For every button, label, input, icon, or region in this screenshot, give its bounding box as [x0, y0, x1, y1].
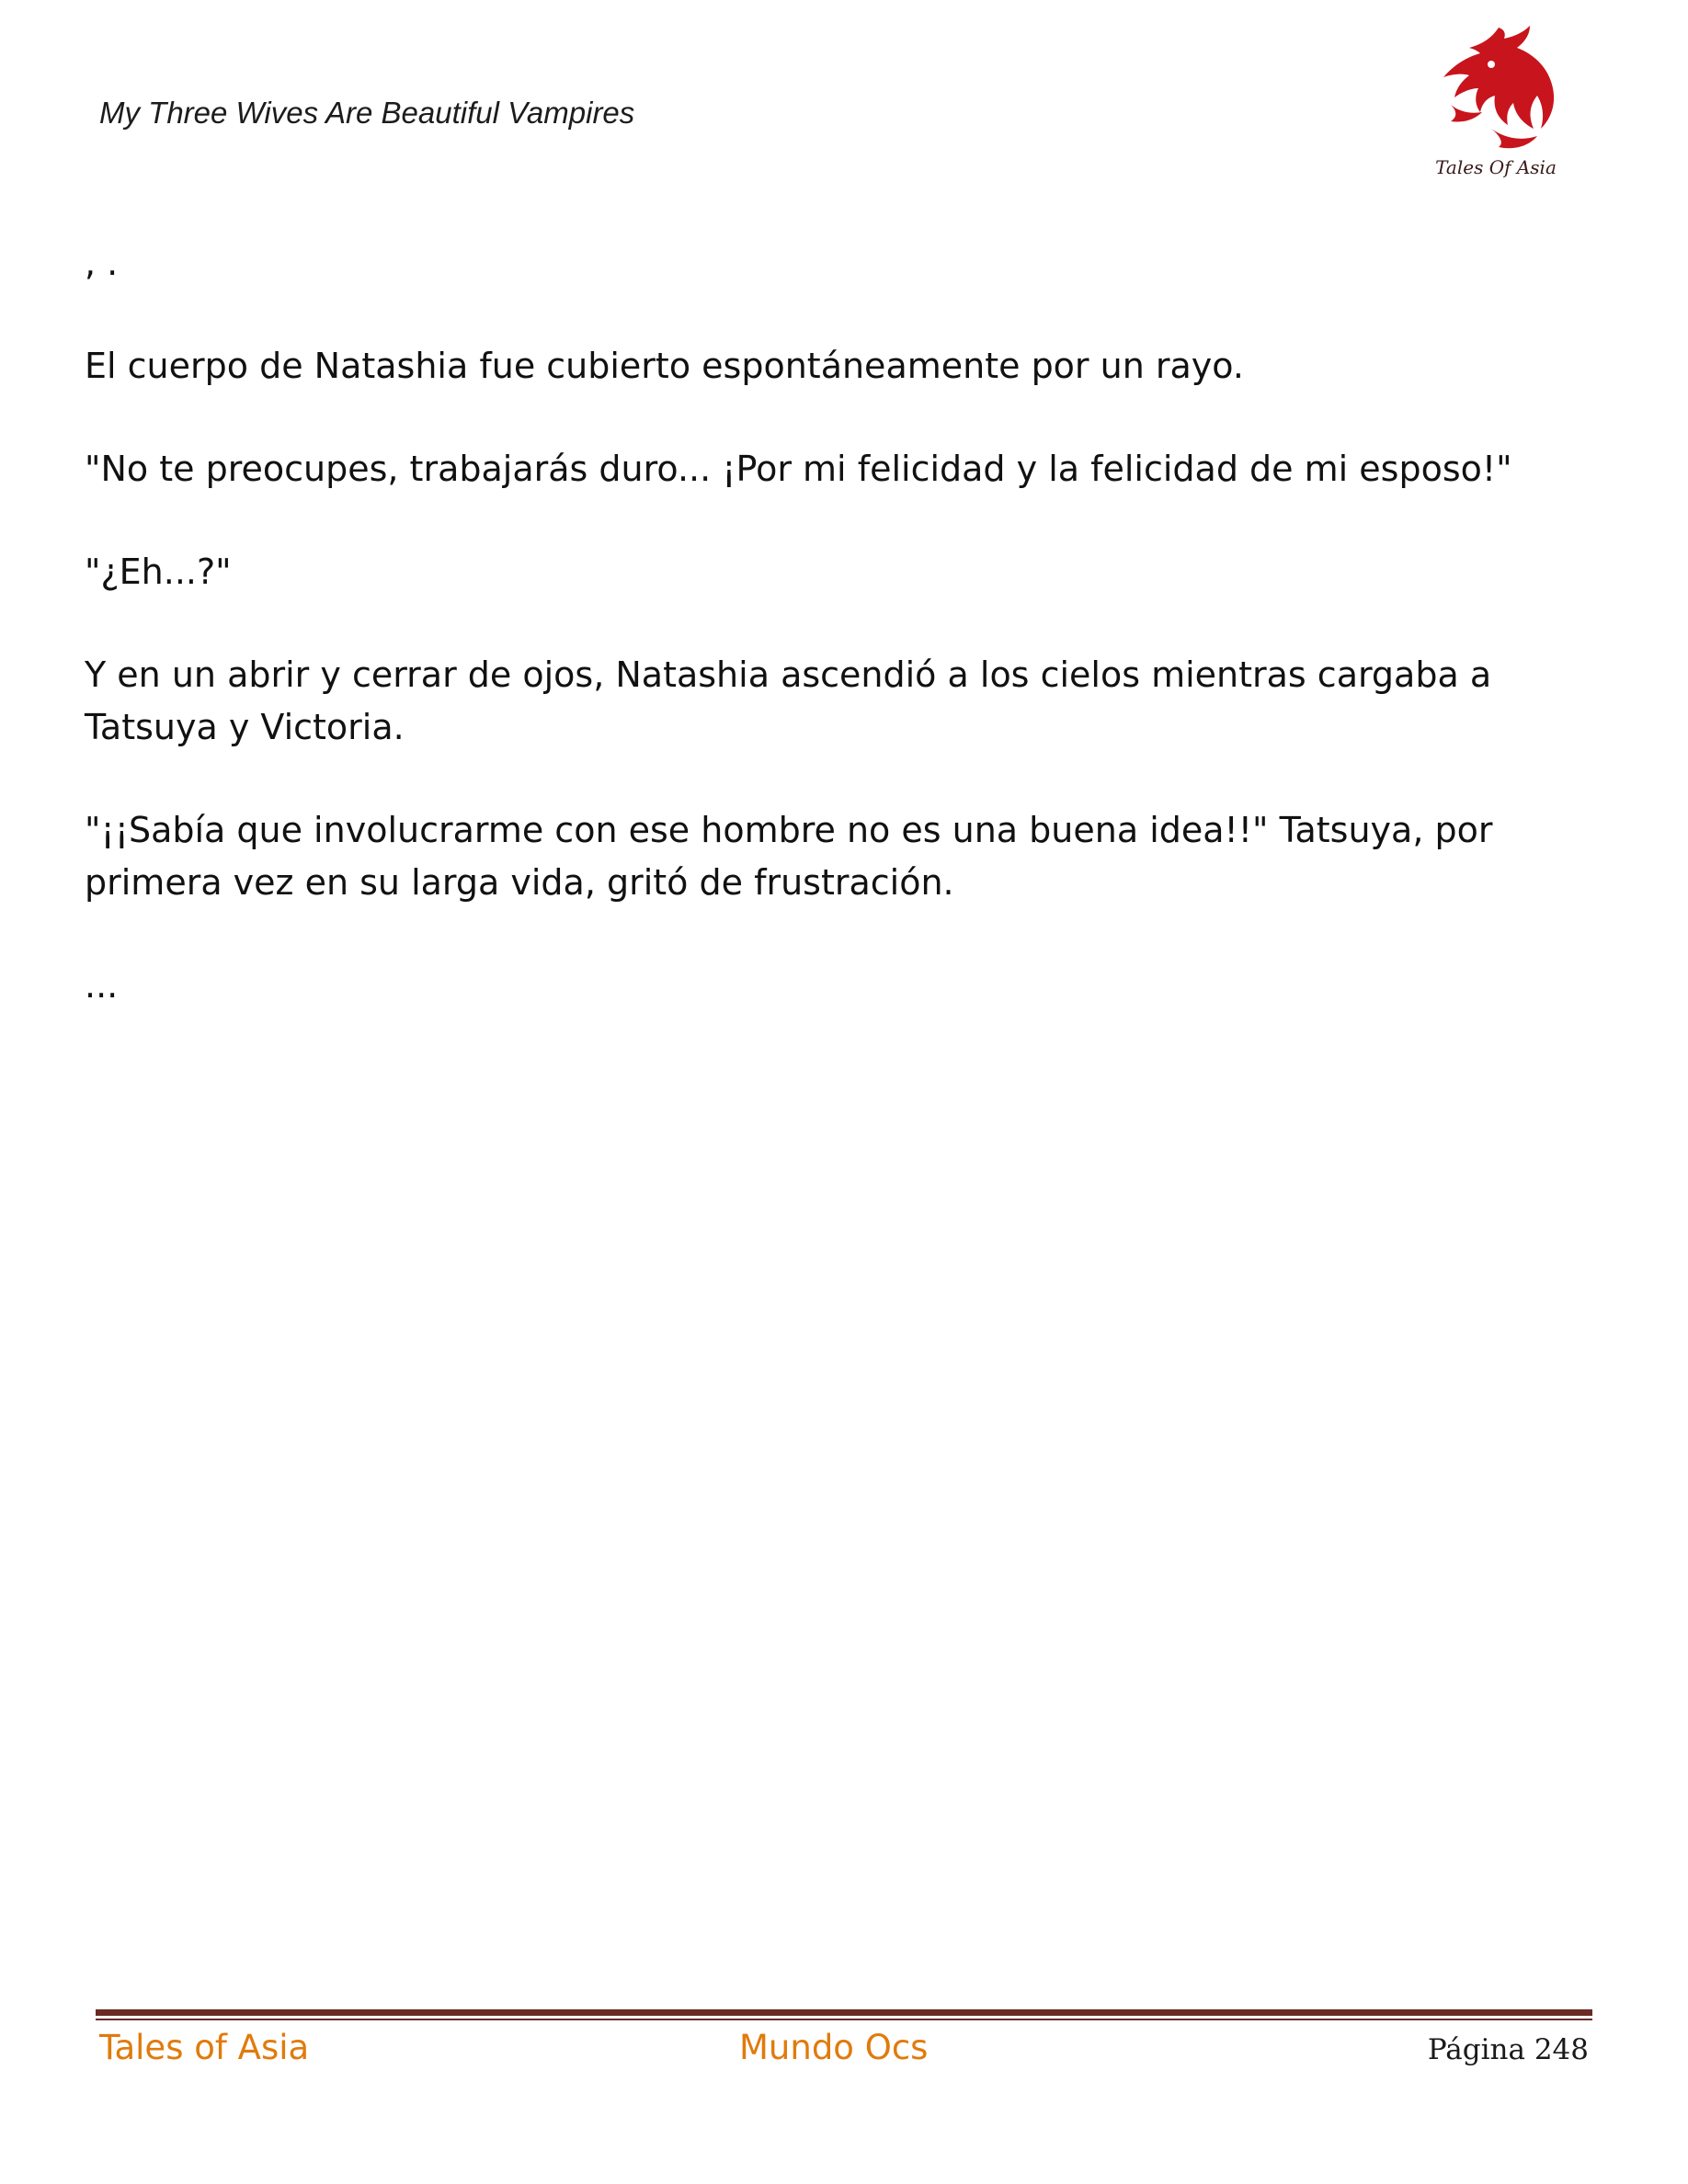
paragraph: "¿Eh...?" [85, 552, 232, 592]
page-number: Página 248 [1427, 2033, 1589, 2066]
paragraph: El cuerpo de Natashia fue cubierto espontáneamente por un rayo. [85, 346, 1244, 386]
chapter-text [85, 237, 1611, 1063]
footer-site-name: Tales of Asia [99, 2028, 310, 2067]
paragraph: "No te preocupes, trabajarás duro... ¡Por mi felicidad y la felicidad de mi esposo!" [85, 449, 1512, 489]
footer-section-name: Mundo Ocs [739, 2028, 929, 2067]
paragraph: , . [85, 243, 119, 283]
paragraph: ... [85, 965, 119, 1006]
logo-text: Tales Of Asia [1435, 156, 1557, 178]
header-title: My Three Wives Are Beautiful Vampires [99, 96, 635, 130]
tales-of-asia-logo [1427, 20, 1565, 186]
paragraph: "¡¡Sabía que involucrarme con ese hombre no es una buena idea!!" Tatsuya, por primera vez en su larga vida, gritó de frustración. [85, 810, 1493, 903]
paragraph: Y en un abrir y cerrar de ojos, Natashia ascendió a los cielos mientras cargaba a Tatsuya y Victoria. [85, 654, 1492, 747]
dragon-icon [1427, 20, 1565, 158]
footer-divider [96, 2009, 1592, 2020]
